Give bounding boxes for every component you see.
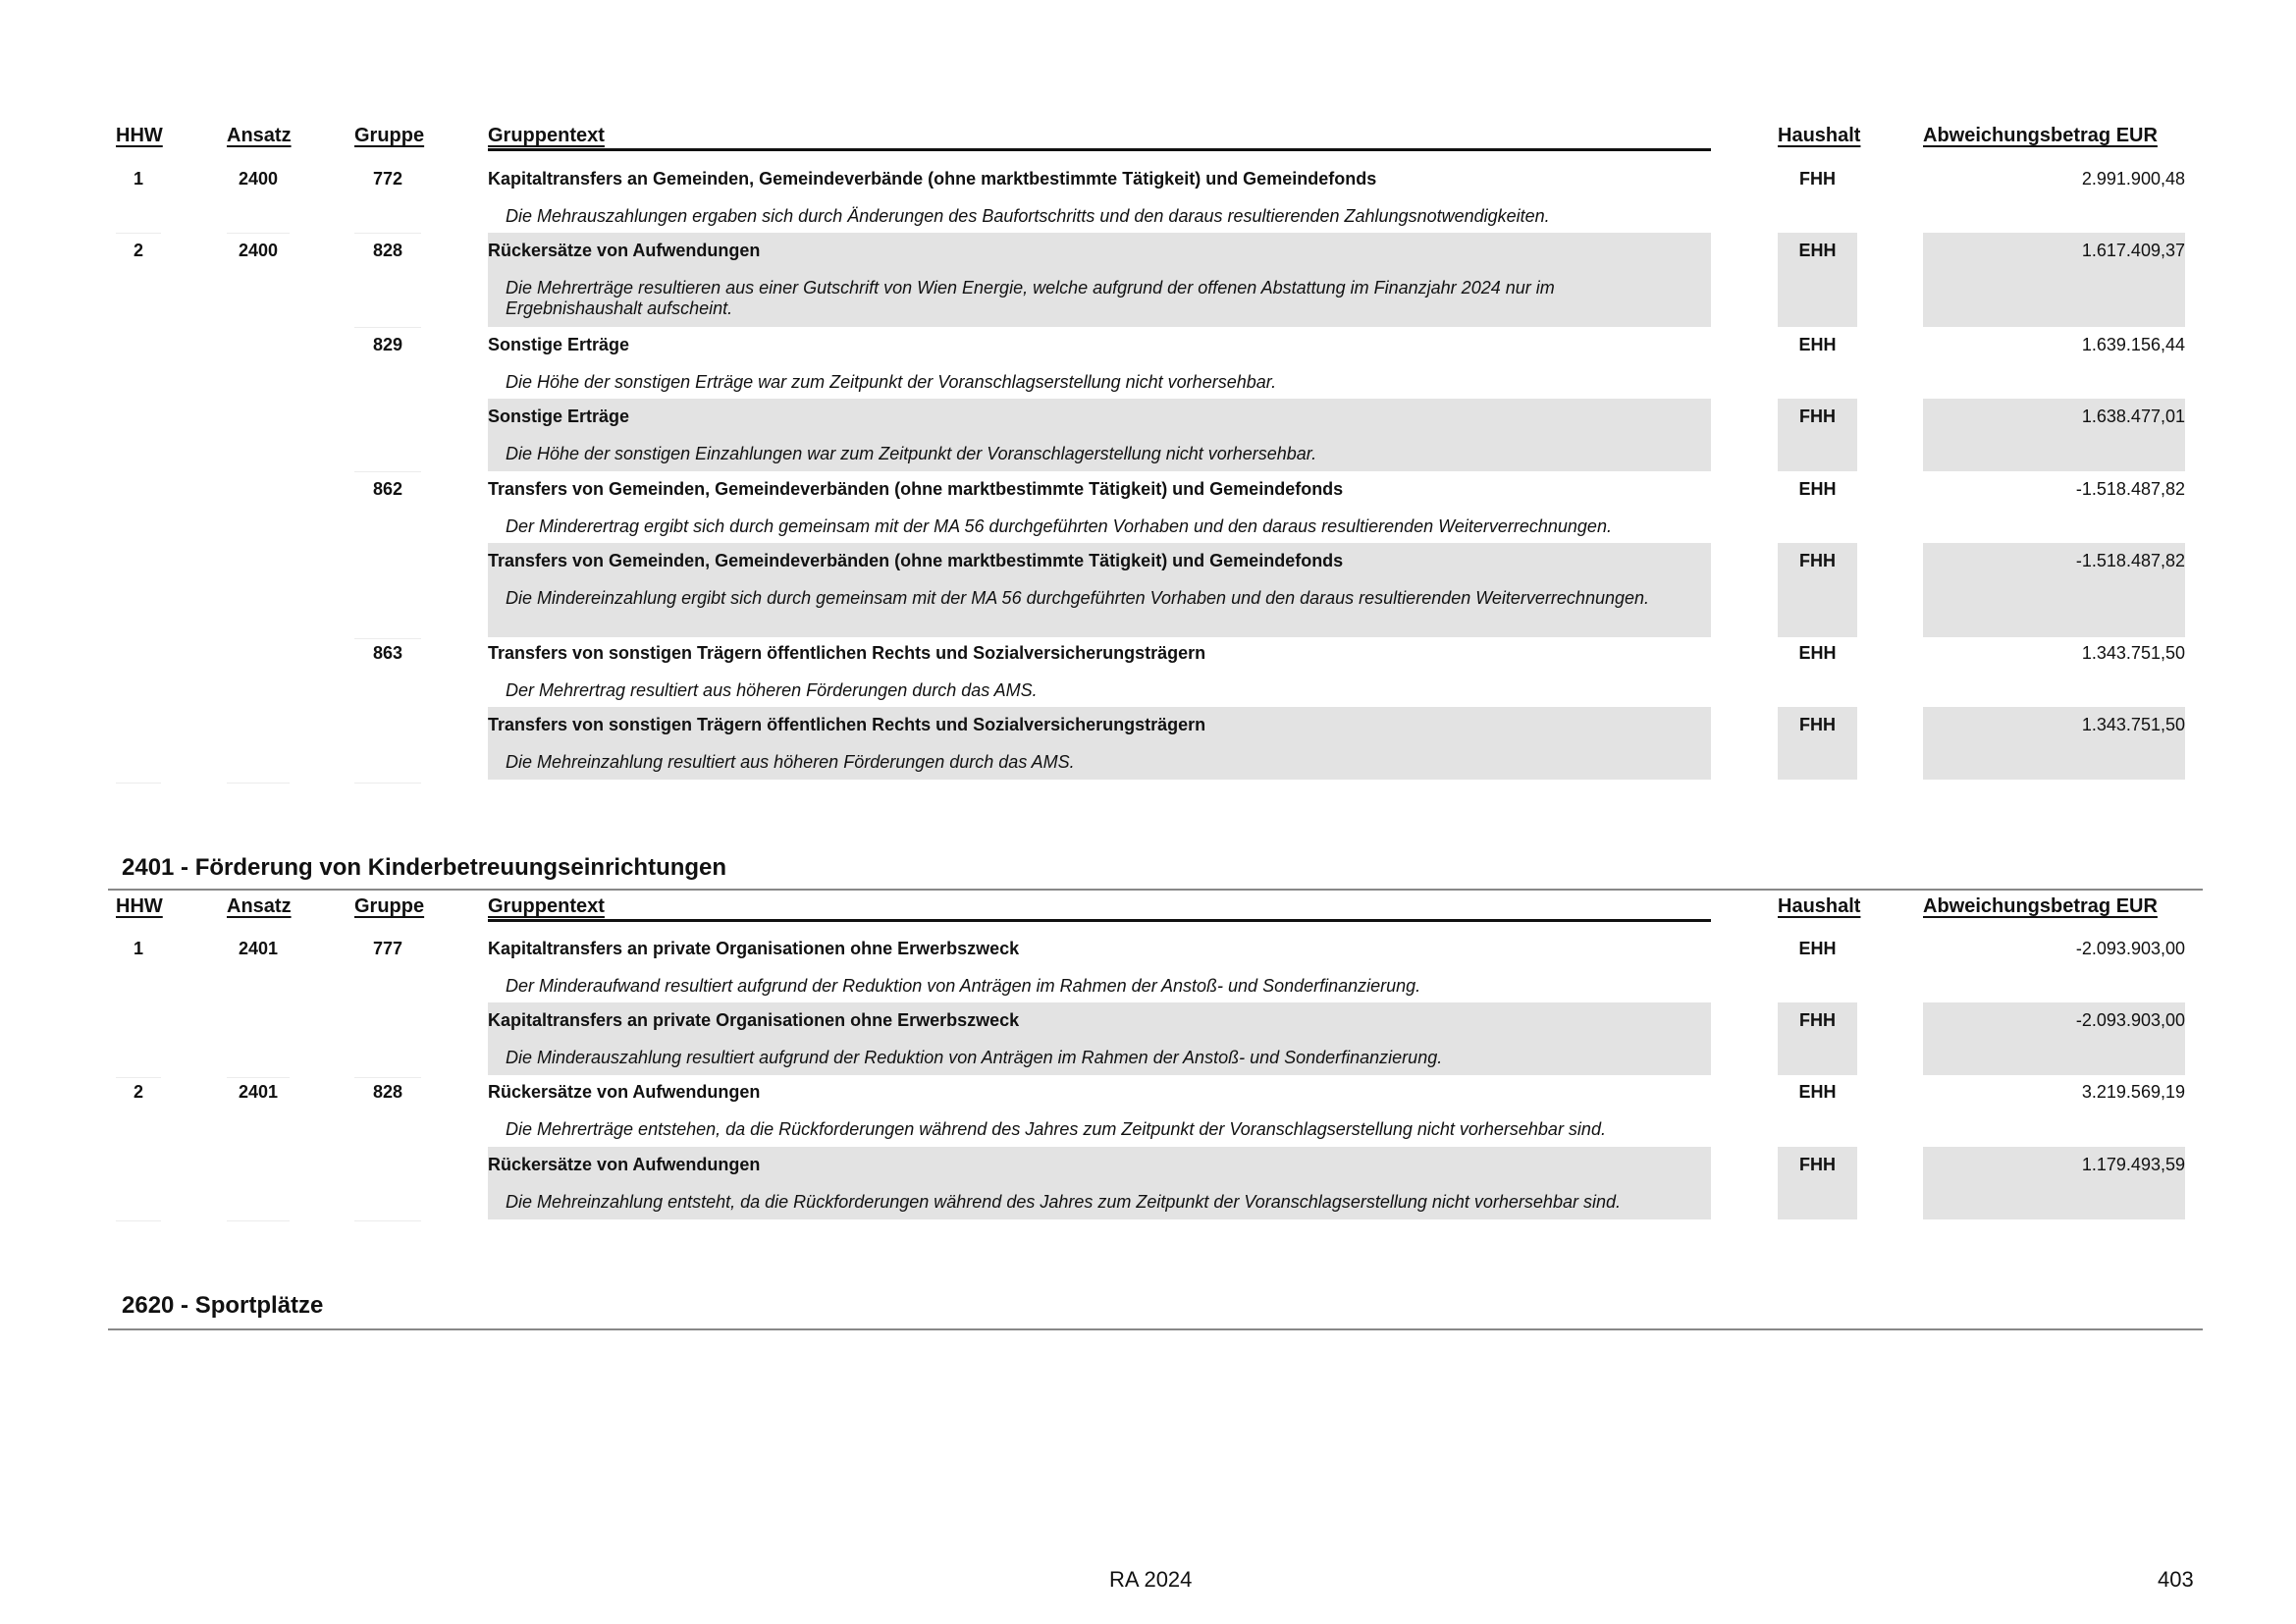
gruppentext: Kapitaltransfers an private Organisationen ohne Erwerbszweck <box>488 1010 1020 1030</box>
cell-hhw: 1 <box>133 169 143 189</box>
cell-ansatz: 2400 <box>238 169 279 189</box>
column-header-gruppe: Gruppe <box>354 895 425 917</box>
abweichungsbetrag: -1.518.487,82 <box>2075 551 2185 570</box>
haushalt-badge: EHH <box>1798 479 1837 499</box>
column-header-gruppe: Gruppe <box>354 125 425 146</box>
column-header-ansatz: Ansatz <box>227 895 292 917</box>
row-separator <box>116 233 161 234</box>
haushalt-badge: FHH <box>1799 406 1836 426</box>
explanation-text: Die Mehrerträge resultieren aus einer Gutschrift von Wien Energie, welche aufgrund der offenen Abstattung im Finanzjahr 2024 nur im Ergebnishaushalt aufscheint. <box>506 278 1555 318</box>
cell-gruppe: 863 <box>372 643 403 663</box>
column-header-betrag: Abweichungsbetrag EUR <box>1923 895 2158 917</box>
cell-hhw: 2 <box>133 1082 143 1102</box>
haushalt-badge: EHH <box>1798 939 1837 958</box>
row-separator <box>354 471 421 472</box>
explanation-text: Die Minderauszahlung resultiert aufgrund der Reduktion von Anträgen im Rahmen der Anstoß- und Sonderfinanzierung. <box>506 1048 1443 1067</box>
explanation-text: Die Mehrerträge entstehen, da die Rückforderungen während des Jahres zum Zeitpunkt der Voranschlagserstellung nicht vorhersehbar sind. <box>506 1119 1606 1139</box>
column-header-betrag: Abweichungsbetrag EUR <box>1923 125 2158 146</box>
gruppentext: Rückersätze von Aufwendungen <box>488 1155 761 1174</box>
cell-gruppe: 828 <box>372 1082 403 1102</box>
abweichungsbetrag: 1.343.751,50 <box>2081 643 2185 663</box>
haushalt-badge: FHH <box>1799 1010 1836 1030</box>
footer-document-label: RA 2024 <box>1109 1567 1193 1592</box>
cell-ansatz: 2400 <box>238 241 279 260</box>
column-header-haushalt: Haushalt <box>1778 125 1861 146</box>
abweichungsbetrag: 1.617.409,37 <box>2081 241 2185 260</box>
row-separator <box>354 327 421 328</box>
abweichungsbetrag: -2.093.903,00 <box>2075 939 2185 958</box>
page-number: 403 <box>2158 1567 2194 1592</box>
abweichungsbetrag: 3.219.569,19 <box>2081 1082 2185 1102</box>
haushalt-badge: FHH <box>1799 169 1836 189</box>
gruppentext: Rückersätze von Aufwendungen <box>488 241 761 260</box>
gruppentext: Rückersätze von Aufwendungen <box>488 1082 761 1102</box>
haushalt-badge: FHH <box>1799 551 1836 570</box>
section-title-2620: 2620 - Sportplätze <box>122 1292 324 1319</box>
cell-gruppe: 777 <box>372 939 403 958</box>
gruppentext-header-rule <box>488 919 1711 922</box>
cell-gruppe: 772 <box>372 169 403 189</box>
row-separator <box>227 1220 290 1221</box>
explanation-text: Der Minderaufwand resultiert aufgrund der Reduktion von Anträgen im Rahmen der Anstoß- und Sonderfinanzierung. <box>506 976 1421 996</box>
cell-ansatz: 2401 <box>238 939 279 958</box>
row-separator <box>354 1077 421 1078</box>
gruppentext: Transfers von sonstigen Trägern öffentlichen Rechts und Sozialversicherungsträgern <box>488 715 1206 734</box>
abweichungsbetrag: -2.093.903,00 <box>2075 1010 2185 1030</box>
row-separator <box>354 783 421 784</box>
cell-gruppe: 862 <box>372 479 403 499</box>
abweichungsbetrag: 2.991.900,48 <box>2081 169 2185 189</box>
explanation-text: Die Mehreinzahlung resultiert aus höheren Förderungen durch das AMS. <box>506 752 1075 772</box>
explanation-text: Die Mindereinzahlung ergibt sich durch gemeinsam mit der MA 56 durchgeführten Vorhaben und den daraus resultierenden Weiterverrechnungen. <box>506 588 1650 608</box>
gruppentext: Sonstige Erträge <box>488 335 630 354</box>
column-header-gruppentext: Gruppentext <box>488 895 605 917</box>
column-header-haushalt: Haushalt <box>1778 895 1861 917</box>
gruppentext: Kapitaltransfers an private Organisationen ohne Erwerbszweck <box>488 939 1020 958</box>
haushalt-badge: FHH <box>1799 715 1836 734</box>
explanation-text: Die Mehreinzahlung entsteht, da die Rückforderungen während des Jahres zum Zeitpunkt der Voranschlagserstellung nicht vorhersehbar sind. <box>506 1192 1621 1212</box>
section-divider <box>108 1328 2203 1330</box>
gruppentext: Transfers von Gemeinden, Gemeindeverbänden (ohne marktbestimmte Tätigkeit) und Gemeindefonds <box>488 479 1344 499</box>
row-separator <box>354 233 421 234</box>
row-separator <box>354 638 421 639</box>
cell-gruppe: 828 <box>372 241 403 260</box>
gruppentext-header-rule <box>488 148 1711 151</box>
haushalt-badge: EHH <box>1798 1082 1837 1102</box>
section-divider <box>108 889 2203 891</box>
column-header-hhw: HHW <box>116 125 163 146</box>
explanation-text: Der Mehrertrag resultiert aus höheren Förderungen durch das AMS. <box>506 680 1038 700</box>
row-separator <box>227 783 290 784</box>
haushalt-badge: EHH <box>1798 643 1837 663</box>
explanation-text: Die Mehrauszahlungen ergaben sich durch Änderungen des Baufortschritts und den daraus resultierenden Zahlungsnotwendigkeiten. <box>506 206 1550 226</box>
row-separator <box>354 1220 421 1221</box>
gruppentext: Kapitaltransfers an Gemeinden, Gemeindeverbände (ohne marktbestimmte Tätigkeit) und Gemeindefonds <box>488 169 1377 189</box>
column-header-ansatz: Ansatz <box>227 125 292 146</box>
row-separator <box>116 1220 161 1221</box>
cell-gruppe: 829 <box>372 335 403 354</box>
gruppentext: Sonstige Erträge <box>488 406 630 426</box>
abweichungsbetrag: 1.179.493,59 <box>2081 1155 2185 1174</box>
haushalt-badge: EHH <box>1798 241 1837 260</box>
row-separator <box>116 783 161 784</box>
explanation-text: Die Höhe der sonstigen Erträge war zum Zeitpunkt der Voranschlagserstellung nicht vorhersehbar. <box>506 372 1277 392</box>
column-header-hhw: HHW <box>116 895 163 917</box>
row-separator <box>116 1077 161 1078</box>
row-separator <box>227 233 290 234</box>
gruppentext: Transfers von sonstigen Trägern öffentlichen Rechts und Sozialversicherungsträgern <box>488 643 1206 663</box>
cell-hhw: 1 <box>133 939 143 958</box>
abweichungsbetrag: -1.518.487,82 <box>2075 479 2185 499</box>
explanation-text: Die Höhe der sonstigen Einzahlungen war zum Zeitpunkt der Voranschlagerstellung nicht vorhersehbar. <box>506 444 1317 463</box>
abweichungsbetrag: 1.638.477,01 <box>2081 406 2185 426</box>
section-title-2401: 2401 - Förderung von Kinderbetreuungseinrichtungen <box>122 854 727 881</box>
abweichungsbetrag: 1.343.751,50 <box>2081 715 2185 734</box>
row-separator <box>227 1077 290 1078</box>
haushalt-badge: EHH <box>1798 335 1837 354</box>
cell-ansatz: 2401 <box>238 1082 279 1102</box>
haushalt-badge: FHH <box>1799 1155 1836 1174</box>
cell-hhw: 2 <box>133 241 143 260</box>
gruppentext: Transfers von Gemeinden, Gemeindeverbänden (ohne marktbestimmte Tätigkeit) und Gemeindefonds <box>488 551 1344 570</box>
explanation-text: Der Minderertrag ergibt sich durch gemeinsam mit der MA 56 durchgeführten Vorhaben und den daraus resultierenden Weiterverrechnungen. <box>506 516 1612 536</box>
abweichungsbetrag: 1.639.156,44 <box>2081 335 2185 354</box>
column-header-gruppentext: Gruppentext <box>488 125 605 146</box>
